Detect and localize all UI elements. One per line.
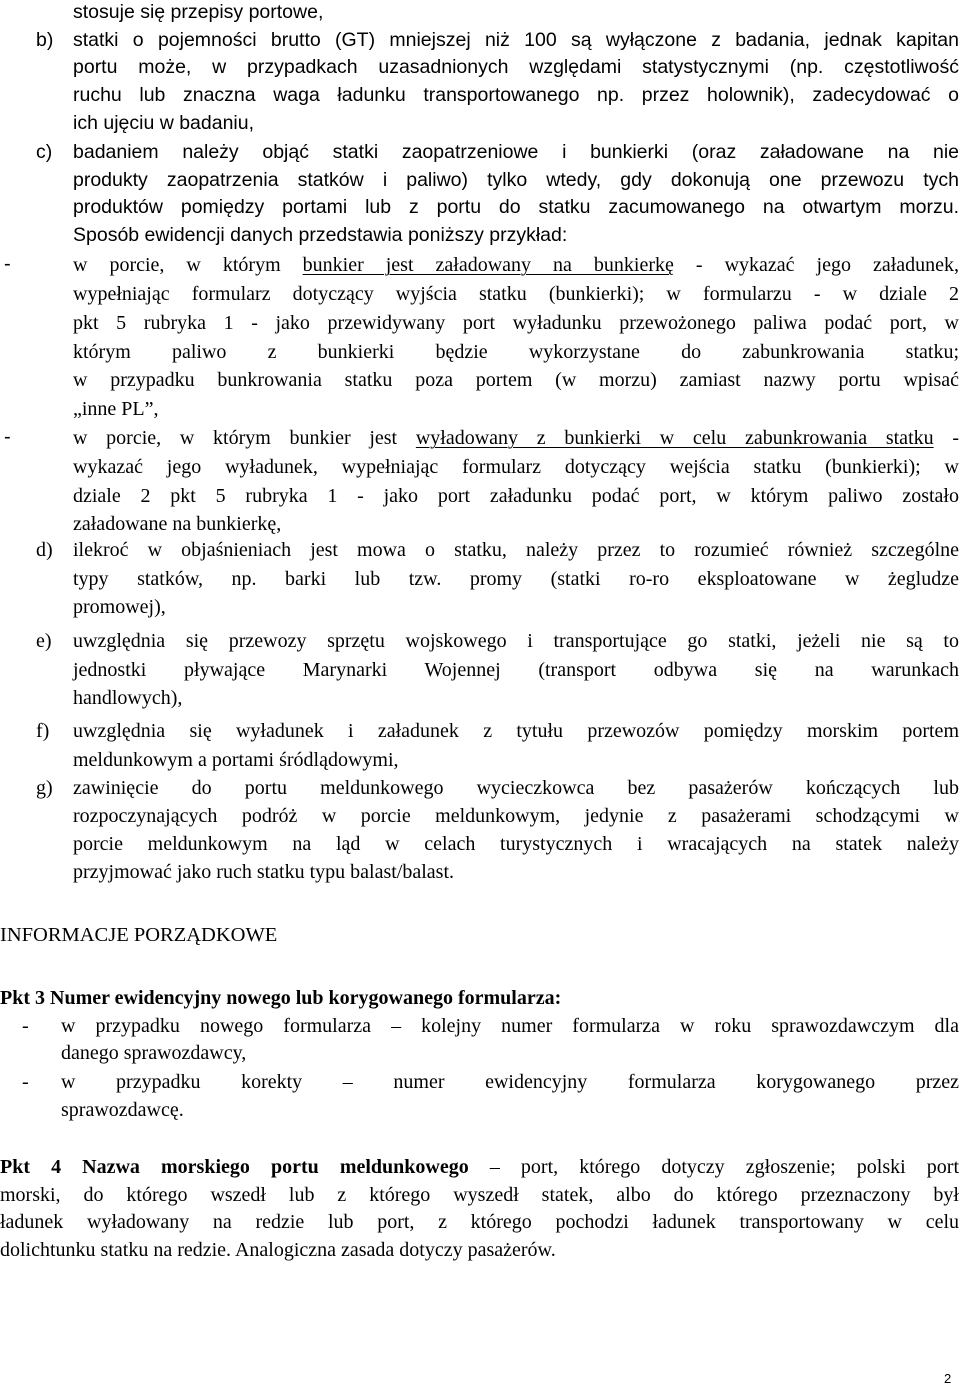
item-g-line-1: zawinięcie do portu meldunkowego wycieczkowca bez pasażerów kończących lub [73, 777, 959, 799]
item-c-line-2: produkty zaopatrzenia statków i paliwo) tylko wtedy, gdy dokonują one przewozu tych [73, 169, 959, 191]
pkt3-item2-line-2: sprawozdawcę. [61, 1099, 184, 1121]
section-heading: INFORMACJE PORZĄDKOWE [0, 924, 278, 946]
item-e-line-2: jednostki pływające Marynarki Wojennej (transport odbywa się na warunkach [73, 659, 959, 681]
dash1-line-6: „inne PL”, [73, 398, 159, 420]
list-marker: - [22, 1015, 29, 1037]
item-d-line-3: promowej), [73, 596, 166, 618]
dash-marker: - [4, 426, 11, 448]
pkt3-item1-line-2: danego sprawozdawcy, [61, 1042, 247, 1064]
pkt3-item1-line-1: w przypadku nowego formularza – kolejny numer formularza w roku sprawozdawczym dla [61, 1015, 959, 1037]
dash2-line-3: dziale 2 pkt 5 rubryka 1 - jako port załadunku podać port, w którym paliwo zostało [73, 485, 959, 507]
dash2-line-4: załadowane na bunkierkę, [73, 513, 282, 535]
item-e-line-3: handlowych), [73, 687, 183, 709]
item-c-line-3: produktów pomiędzy portami lub z portu do statku zacumowanego na otwartym morzu. [73, 196, 959, 218]
dash1-line-3: pkt 5 rubryka 1 - jako przewidywany port wyładunku przewożonego paliwa podać port, w [73, 312, 959, 334]
underlined-phrase: wyładowany z bunkierki w celu zabunkrowania statku [415, 427, 934, 449]
item-g-line-3: porcie meldunkowym na ląd w celach turystycznych i wracających na statek należy [73, 833, 959, 855]
pkt3-item2-line-1: w przypadku korekty – numer ewidencyjny formularza korygowanego przez [61, 1071, 959, 1093]
pkt3-heading: Pkt 3 Numer ewidencyjny nowego lub korygowanego formularza: [0, 987, 562, 1009]
item-d-line-2: typy statków, np. barki lub tzw. promy (statki ro-ro eksploatowane w żegludze [73, 568, 959, 590]
item-g-line-2: rozpoczynających podróż w porcie meldunkowym, jedynie z pasażerami schodzącymi w [73, 805, 959, 827]
item-b-line-4: ich ujęciu w badaniu, [73, 112, 255, 134]
item-c-line-4: Sposób ewidencji danych przedstawia poniższy przykład: [73, 224, 568, 246]
item-b-line-2: portu może, w przypadkach uzasadnionych względami statystycznymi (np. częstotliwość [73, 56, 959, 78]
item-e-label: e) [36, 630, 52, 652]
dash2-line-2: wykazać jego wyładunek, wypełniając formularz dotyczący wejścia statku (bunkierki); w [73, 456, 959, 478]
page-number: 2 [944, 1371, 952, 1386]
item-e-line-1: uwzględnia się przewozy sprzętu wojskowego i transportujące go statki, jeżeli nie są to [73, 630, 959, 652]
item-f-label: f) [36, 720, 50, 742]
dash2-line-1: w porcie, w którym bunkier jest wyładowany z bunkierki w celu zabunkrowania statku - [73, 427, 960, 449]
item-b-label: b) [36, 29, 54, 51]
item-f-line-2: meldunkowym a portami śródlądowymi, [73, 749, 399, 771]
item-b-line-1: statki o pojemności brutto (GT) mniejszej niż 100 są wyłączone z badania, jednak kapitan [73, 29, 959, 51]
dash1-line-2: wypełniając formularz dotyczący wyjścia statku (bunkierki); w formularzu - w dziale 2 [73, 283, 959, 305]
dash1-line-1: w porcie, w którym bunkier jest załadowany na bunkierkę - wykazać jego załadunek, [73, 254, 960, 276]
item-g-line-4: przyjmować jako ruch statku typu balast/balast. [73, 861, 455, 883]
pkt4-line-1: Pkt 4 Nazwa morskiego portu meldunkowego – port, którego dotyczy zgłoszenie; polski port [0, 1156, 960, 1178]
item-a-tail: stosuje się przepisy portowe, [73, 1, 324, 23]
dash-marker: - [4, 253, 11, 275]
dash1-line-5: w przypadku bunkrowania statku poza portem (w morzu) zamiast nazwy portu wpisać [73, 369, 959, 391]
dash1-line-4: którym paliwo z bunkierki będzie wykorzystane do zabunkrowania statku; [73, 341, 959, 363]
item-f-line-1: uwzględnia się wyładunek i załadunek z tytułu przewozów pomiędzy morskim portem [73, 720, 959, 742]
item-c-line-1: badaniem należy objąć statki zaopatrzeniowe i bunkierki (oraz załadowane na nie [73, 141, 959, 163]
pkt4-heading: Pkt 4 Nazwa morskiego portu meldunkowego [0, 1156, 469, 1178]
item-d-label: d) [36, 539, 53, 561]
item-b-line-3: ruchu lub znaczna waga ładunku transportowanego np. przez holownik), zadecydować o [73, 84, 959, 106]
pkt4-line-3: ładunek wyładowany na redzie lub port, z którego pochodzi ładunek transportowany w celu [0, 1211, 959, 1233]
list-marker: - [22, 1071, 29, 1093]
item-g-label: g) [36, 777, 53, 799]
pkt4-line-2: morski, do którego wszedł lub z którego wyszedł statek, albo do którego przeznaczony był [0, 1184, 959, 1206]
item-d-line-1: ilekroć w objaśnieniach jest mowa o statku, należy przez to rozumieć również szczególne [73, 539, 959, 561]
item-c-label: c) [36, 141, 53, 163]
pkt4-line-4: dolichtunku statku na redzie. Analogiczna zasada dotyczy pasażerów. [0, 1239, 556, 1261]
underlined-phrase: bunkier jest załadowany na bunkierkę [302, 254, 674, 276]
